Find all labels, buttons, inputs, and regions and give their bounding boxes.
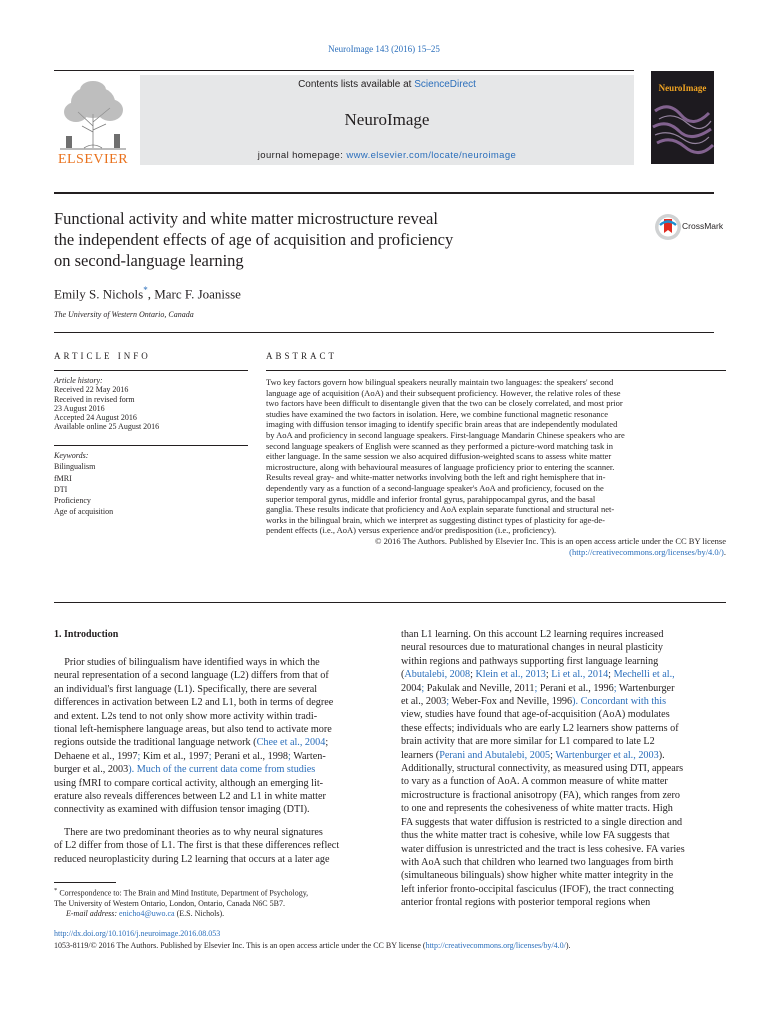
footnote-rule — [54, 882, 116, 883]
text-line — [401, 896, 726, 909]
citation-link[interactable]: ). Much of the current data come from studies — [128, 764, 316, 776]
text-line — [401, 682, 726, 695]
article-info-heading: ARTICLE INFO — [54, 351, 151, 361]
text-line — [401, 856, 726, 869]
homepage-prefix: journal homepage: — [257, 150, 347, 161]
text-segment: reduced neuroplasticity during L2 learning that occurs at a later age — [54, 853, 330, 865]
text-segment: ; — [545, 669, 552, 681]
citation-link[interactable]: Perani and Abutalebi, 2005 — [439, 749, 551, 761]
citation-link[interactable]: Chee et al., 2004 — [256, 737, 326, 749]
text-segment: Perani et al., 1996 — [539, 682, 614, 694]
citation-link[interactable]: Wartenburger et al., 2003 — [555, 749, 659, 761]
section-rule — [266, 370, 726, 371]
elsevier-wordmark: ELSEVIER — [57, 152, 129, 167]
citation-link[interactable]: ). Concordant with this — [572, 696, 667, 708]
text-segment: view, studies have found that age-of-acquisition (AoA) modulates — [401, 709, 670, 721]
footnote-text: Correspondence to: The Brain and Mind Institute, Department of Psychology, — [57, 888, 309, 898]
text-segment: Perani et al., 1998 — [214, 750, 289, 762]
text-line — [401, 775, 726, 788]
abstract-line: language age of acquisition (AoA) and their subsequent proficiency. However, the relative roles of these — [266, 387, 621, 398]
title-line: Functional activity and white matter microstructure reveal — [54, 209, 438, 228]
text-line — [54, 839, 379, 852]
title-line: the independent effects of age of acquisition and proficiency — [54, 230, 454, 249]
text-line — [401, 695, 726, 708]
text-segment: and extent. L2s tend to not only show more activity within tradi- — [54, 710, 318, 722]
text-segment: connectivity as examined with diffusion tensor imaging (DTI). — [54, 804, 310, 816]
text-segment: using fMRI to compare cortical activity, although an emerging lit- — [54, 777, 324, 789]
text-segment: et al., 2003 — [401, 696, 447, 708]
author-list — [54, 285, 241, 302]
text-line — [401, 869, 726, 882]
text-segment: to vary as a function of AoA. A common measure of white matter — [401, 776, 668, 788]
text-segment: of L2 differ from those of L1. The first is that these differences reflect — [54, 840, 340, 852]
text-segment: to one and represents the cohesiveness of white matter tracts. High — [401, 803, 673, 815]
text-segment: FA suggests that water diffusion is restricted to a single direction and — [401, 816, 683, 828]
text-line — [401, 802, 726, 815]
history-entry: Available online 25 August 2016 — [54, 422, 160, 432]
text-segment: tional left-hemisphere language areas, but also tend to activate more — [54, 724, 332, 736]
text-line — [401, 668, 726, 681]
abstract-line: by AoA and proficiency in second language speakers. First-language Mandarin Chinese speakers who are — [266, 429, 625, 440]
text-segment: Warten- — [293, 750, 326, 762]
text-line — [401, 722, 726, 735]
sciencedirect-link[interactable]: ScienceDirect — [414, 79, 476, 90]
contents-available — [140, 79, 634, 90]
text-segment: Weber-Fox and Neville, 1996 — [451, 696, 573, 708]
crossmark-label: CrossMark — [682, 221, 724, 231]
abstract-line: second language speakers of English were scanned as they performed a picture-word matching task in — [266, 440, 613, 451]
journal-name: NeuroImage — [344, 110, 430, 129]
abstract-line: ganglia. These results indicate that proficiency and AoA explain separate functional and structural net- — [266, 504, 615, 515]
text-segment: differences in activation between L2 and L1, both in terms of degree — [54, 697, 334, 709]
text-line — [401, 816, 726, 829]
text-segment: anterior frontal regions with posterior temporal regions when — [401, 897, 651, 909]
abstract-line: superior temporal gyrus, middle and inferior frontal gyrus, parahippocampal gyrus, and the basal — [266, 493, 596, 504]
text-line — [54, 723, 379, 736]
text-segment: left inferior fronto-occipital fasciculus (IFOF), the tract connecting — [401, 883, 674, 895]
issn-line — [54, 941, 571, 950]
citation-link[interactable]: ; — [613, 682, 619, 694]
text-segment: water diffusion is unrestricted and the tract is less cohesive. FA varies — [401, 843, 685, 855]
issn-text: 1053-8119/© 2016 The Authors. Published by Elsevier Inc. This is an open access article under the CC BY license ( — [54, 941, 426, 950]
header-rule — [54, 70, 634, 71]
keywords-label: Keywords: — [54, 451, 89, 460]
text-line — [54, 777, 379, 790]
crossmark-badge[interactable] — [654, 212, 724, 242]
section-rule — [54, 602, 726, 603]
citation-link[interactable]: ; — [534, 682, 540, 694]
history-entry: Received 22 May 2016 — [54, 385, 129, 395]
abstract-line: imaging with diffusion tensor imaging to identify specific brain areas that are independently modulated — [266, 419, 618, 430]
citation-link[interactable]: ; — [288, 750, 294, 762]
text-line — [401, 735, 726, 748]
citation-link[interactable]: ; — [137, 750, 143, 762]
citation-link[interactable]: Li et al., 2014 — [551, 669, 609, 681]
text-segment: microstructure is fractional anisotropy (FA), which ranges from zero — [401, 789, 681, 801]
article-history — [54, 376, 159, 432]
doi-link[interactable]: http://dx.doi.org/10.1016/j.neuroimage.2016.08.053 — [54, 929, 221, 938]
section-rule — [54, 332, 714, 333]
history-entry: Received in revised form — [54, 394, 135, 404]
corresponding-author-mark[interactable]: * — [143, 285, 148, 295]
section-rule — [54, 445, 248, 446]
abstract-line: either language. In the same session we also acquired diffusion-weighted scans to assess white matter — [266, 451, 612, 462]
citation-link[interactable]: Klein et al., 2013 — [475, 669, 546, 681]
text-segment: regions outside the traditional language network ( — [54, 737, 257, 749]
text-line — [401, 883, 726, 896]
text-segment: Dehaene et al., 1997 — [54, 750, 138, 762]
author-name: Marc F. Joanisse — [154, 286, 241, 302]
text-segment: brain activity that are more similar for L1 compared to late L2 — [401, 736, 655, 748]
abstract-copyright: © 2016 The Authors. Published by Elsevier Inc. This is an open access article under the CC BY license — [375, 535, 726, 546]
text-segment: (simultaneous bilinguals) show higher white matter integrity in the — [401, 870, 674, 882]
text-segment: 2004 — [401, 682, 422, 694]
text-line — [401, 789, 726, 802]
text-segment: thus the white matter tract is cohesive, while low FA suggests that — [401, 830, 670, 842]
text-line — [54, 803, 379, 816]
article-title — [54, 208, 614, 271]
text-segment: Wartenburger — [618, 682, 675, 694]
email-link[interactable]: enicho4@uwo.ca — [119, 908, 175, 918]
text-segment: these effects; individuals who are early L2 learners show patterns of — [401, 722, 679, 734]
text-line — [401, 843, 726, 856]
keyword: Age of acquisition — [54, 507, 114, 517]
keyword: Proficiency — [54, 496, 91, 506]
text-line — [54, 763, 379, 776]
abstract-line: works in the bilingual brain, which we interpret as suggesting distinct types of plasticity for age-de- — [266, 514, 605, 525]
footnote — [54, 886, 379, 919]
text-segment: neural resources due to maturational changes in neural plasticity — [401, 642, 663, 654]
text-segment: ; — [608, 669, 614, 681]
text-line — [54, 736, 379, 749]
text-line — [401, 641, 726, 654]
history-entry: 23 August 2016 — [54, 403, 105, 413]
abstract-line: microstructure, along with behavioural measures of language proficiency prior to entering the scanner. — [266, 461, 615, 472]
text-segment: neural representation of a second language (L2) differs from that of — [54, 670, 329, 682]
license-end: . — [723, 546, 726, 557]
keyword: DTI — [54, 484, 68, 494]
text-segment: Additionally, structural connectivity, as measured using DTI, appears — [401, 763, 684, 775]
abstract-line: Results reveal gray- and white-matter networks involving both the left and right hemisphere that in- — [266, 472, 606, 483]
footnote-mark: * — [54, 887, 58, 894]
text-line — [54, 710, 379, 723]
history-label: Article history: — [54, 376, 103, 385]
text-segment: ). — [658, 749, 665, 761]
text-segment: an individual's first language (L1). Specifically, there are several — [54, 683, 318, 695]
text-line — [54, 853, 379, 866]
text-segment: with AoA such that children who learned two languages from birth — [401, 856, 674, 868]
text-segment: ; — [550, 749, 556, 761]
header-bottom-rule — [54, 192, 714, 194]
issn-end: ). — [565, 941, 571, 950]
text-segment: within regions and pathways supporting first language learning — [401, 655, 659, 667]
left-column-paragraph-1 — [54, 656, 379, 817]
abstract-line: dependently vary as a function of a second-language speaker's AoA and proficiency, focused on the — [266, 482, 604, 493]
right-column-text — [401, 628, 726, 910]
history-entry: Accepted 24 August 2016 — [54, 413, 137, 423]
abstract-line: Two key factors govern how bilingual speakers neurally maintain two languages: the speakers' second — [266, 377, 614, 387]
citation-link[interactable]: ; — [421, 682, 427, 694]
text-segment: than L1 learning. On this account L2 learning requires increased — [401, 629, 664, 640]
citation-link[interactable]: Mechelli et al., — [613, 669, 675, 681]
journal-homepage — [140, 150, 634, 161]
issn-license-link[interactable]: http://creativecommons.org/licenses/by/4.0/ — [425, 941, 566, 950]
keywords — [54, 450, 113, 518]
text-segment: ; — [325, 737, 329, 749]
section-rule — [54, 370, 248, 371]
text-line — [54, 790, 379, 803]
abstract-heading: ABSTRACT — [266, 351, 338, 361]
email-suffix: (E.S. Nichols). — [174, 908, 225, 918]
abstract-license — [266, 547, 726, 558]
text-line — [401, 708, 726, 721]
footnote-line — [54, 886, 379, 899]
footnote-line: The University of Western Ontario, London, Ontario, Canada N6C 5B7. — [54, 898, 285, 908]
journal-reference[interactable]: NeuroImage 143 (2016) 15–25 — [328, 44, 440, 54]
keyword: Bilingualism — [54, 462, 96, 472]
email-label: E-mail address: — [66, 908, 120, 918]
citation-link[interactable]: Abutalebi, 2008 — [404, 669, 471, 681]
text-segment: ; — [470, 669, 476, 681]
text-segment: ( — [401, 669, 405, 681]
text-segment: Kim et al., 1997 — [142, 750, 209, 762]
keyword: fMRI — [54, 473, 72, 483]
crossmark-icon — [654, 212, 682, 242]
abstract-line: two factors have been difficult to disentangle given that the two can be closely correlated, and most prior — [266, 398, 623, 409]
journal-cover-icon[interactable] — [651, 71, 714, 164]
footnote-line — [54, 909, 379, 919]
license-link[interactable]: (http://creativecommons.org/licenses/by/4.0/) — [569, 546, 724, 557]
text-line — [54, 696, 379, 709]
text-line — [401, 829, 726, 842]
text-line — [54, 750, 379, 763]
contents-prefix: Contents lists available at — [298, 79, 415, 90]
text-line — [401, 628, 726, 641]
author-separator: , — [147, 286, 155, 302]
text-segment: Pakulak and Neville, 2011 — [426, 682, 535, 694]
text-line — [54, 683, 379, 696]
text-line — [401, 762, 726, 775]
cover-title: NeuroImage — [658, 83, 707, 93]
text-segment: burger et al., 2003 — [54, 764, 129, 776]
text-segment: Prior studies of bilingualism have identified ways in which the — [54, 657, 320, 668]
section-heading: 1. Introduction — [54, 629, 119, 640]
text-line — [54, 656, 379, 669]
text-line — [54, 669, 379, 682]
text-line — [54, 826, 379, 839]
text-segment: learners ( — [401, 749, 440, 761]
abstract-line: pendent effects (i.e., AoA) versus experience and/or predisposition (i.e., proficiency). — [266, 525, 557, 536]
title-line: on second-language learning — [54, 251, 244, 270]
text-segment: There are two predominant theories as to why neural signatures — [54, 827, 323, 838]
citation-link[interactable]: ; — [208, 750, 215, 762]
homepage-link[interactable]: www.elsevier.com/locate/neuroimage — [346, 150, 517, 161]
text-line — [401, 655, 726, 668]
author-name: Emily S. Nichols — [54, 286, 144, 302]
abstract-text — [266, 377, 726, 557]
text-segment: erature also reveals differences between L2 and L1 in white matter — [54, 791, 326, 803]
affiliation: The University of Western Ontario, Canada — [54, 310, 194, 319]
abstract-line: studies have examined the two factors in isolation. Here, we combine functional magnetic resonance — [266, 408, 609, 419]
left-column-paragraph-2 — [54, 826, 379, 866]
citation-link[interactable]: ; — [446, 696, 452, 708]
text-line — [401, 749, 726, 762]
